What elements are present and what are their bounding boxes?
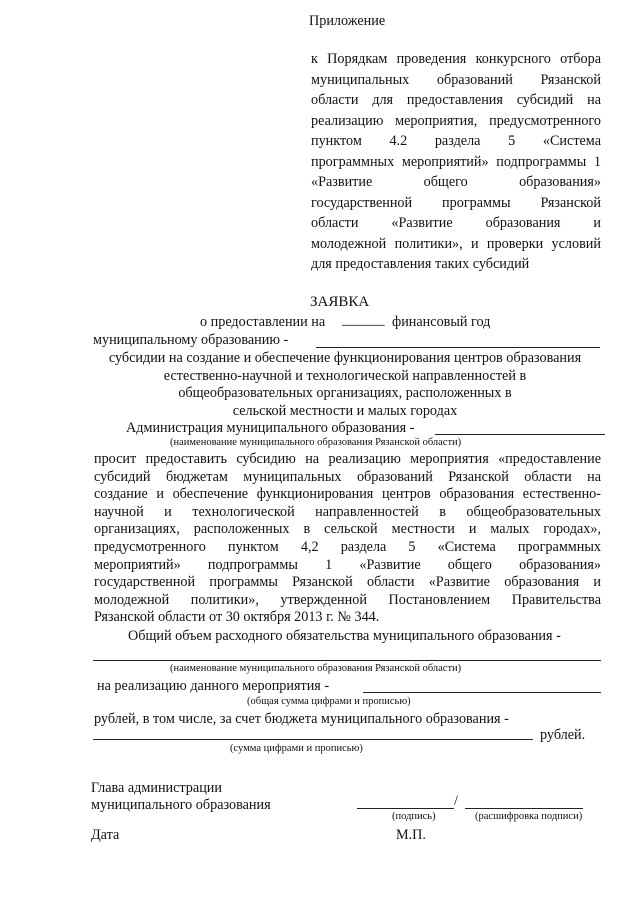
body-line: организациях, расположенных в сельской местности и малых городах», [94,521,601,538]
admin-field [435,434,605,435]
signature-slash: / [454,793,458,809]
appendix-line: «Развитие общего образования» [311,174,601,190]
appendix-line: к Порядкам проведения конкурсного отбора [311,51,601,67]
signature-decode-caption: (расшифровка подписи) [475,811,583,822]
appendix-line: пунктом 4.2 раздела 5 «Система [311,133,601,149]
admin-caption: (наименование муниципального образования Рязанской области) [170,437,462,448]
body-line: предусмотренного пунктом 4,2 раздела 5 «Система программных [94,539,601,555]
signature-caption: (подпись) [392,811,436,822]
body-line: создание и обеспечение функционирования центров образования естественно- [94,486,601,503]
body-line: научной и технологической направленностей в общеобразовательных [94,503,601,520]
implementation-field [363,692,601,693]
date-label: Дата [91,827,120,843]
appendix-line: области «Развитие образования и [311,215,601,231]
rubles-label: рублей, в том числе, за счет бюджета муниципального образования - [94,711,509,727]
stamp-label: М.П. [396,827,426,843]
center-line: общеобразовательных организациях, расположенных в [178,385,512,401]
center-line: сельской местности и малых городах [232,402,458,419]
appendix-line: программных мероприятий» подпрограммы 1 [311,153,601,170]
period-label: о предоставлении на [200,314,326,330]
appendix-title: Приложение [309,13,386,29]
period-blank: ______ [342,312,385,328]
body-line: мероприятий» подпрограммы 1 «Развитие общего образования» [94,556,601,573]
implementation-caption: (общая сумма цифрами и прописью) [247,696,411,707]
total-label: Общий объем расходного обязательства муниципального образования - [128,628,561,644]
head-title-line2: муниципального образования [91,797,271,813]
municipality-label: муниципальному образованию - [93,332,289,348]
appendix-line: государственной программы Рязанской [311,194,601,211]
signature-field [357,808,454,809]
municipality-field [316,347,600,348]
appendix-line: муниципальных образований Рязанской [311,71,601,88]
rubles-field [93,739,533,740]
total-caption: (наименование муниципального образования Рязанской области) [170,663,462,674]
appendix-line: молодежной политики», и проверки условий [311,235,601,252]
body-line: государственной программы Рязанской области «Развитие образования и [94,574,601,591]
signature-decode-field [465,808,583,809]
body-line: субсидий бюджетам муниципальных образований Рязанской области на [94,468,601,485]
head-title-line1: Глава администрации [91,780,222,796]
body-line: молодежной политики», утвержденной Постановлением Правительства [94,591,601,608]
implementation-label: на реализацию данного мероприятия - [97,678,330,694]
body-line: просит предоставить субсидию на реализацию мероприятия «предоставление [94,451,601,467]
admin-label: Администрация муниципального образования - [126,420,415,436]
rubles-caption: (сумма цифрами и прописью) [230,743,363,754]
appendix-line: области для предоставления субсидий на [311,92,601,108]
period-suffix: финансовый год [392,314,491,330]
center-line: естественно-научной и технологической направленностей в [163,367,527,384]
document-title: ЗАЯВКА [310,294,370,310]
total-field [93,660,601,661]
appendix-line: реализацию мероприятия, предусмотренного [311,112,601,129]
body-line: Рязанской области от 30 октября 2013 г. № 344. [94,609,380,626]
appendix-line: для предоставления таких субсидий [311,256,530,272]
center-line: субсидии на создание и обеспечение функционирования центров образования [108,350,582,366]
rubles-suffix: рублей. [540,727,586,743]
